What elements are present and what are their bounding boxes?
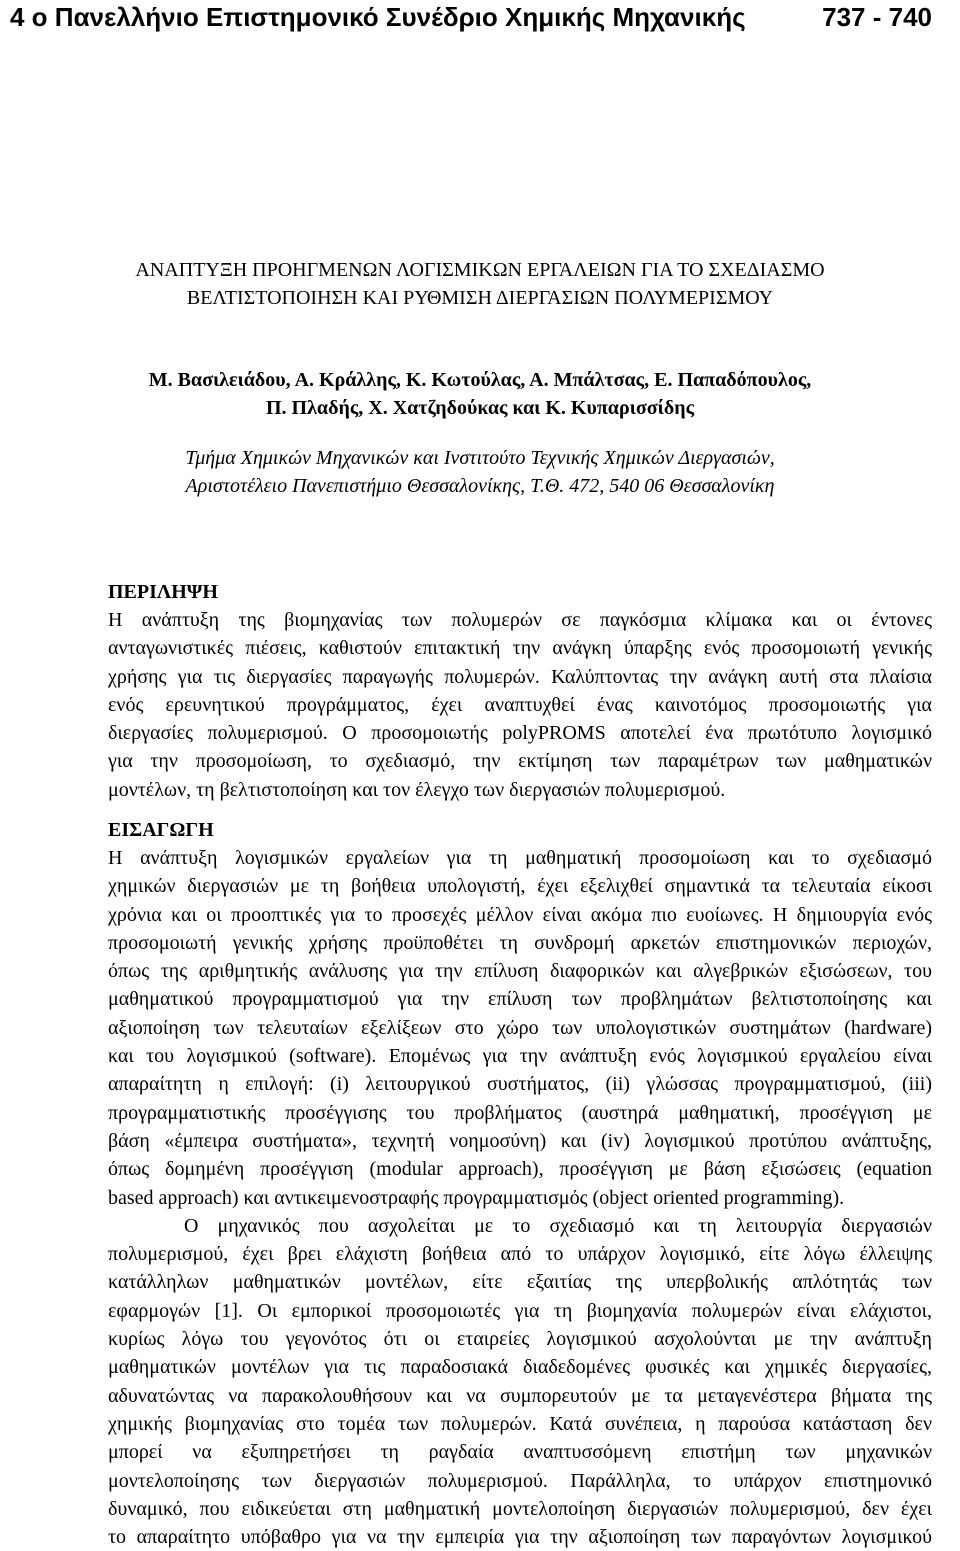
introduction-body — [108, 844, 932, 1551]
abstract-heading: ΠΕΡΙΛΗΨΗ — [108, 581, 218, 603]
introduction-line: όπως της αριθμητικής ανάλυσης για την επίλυση διαφορικών και αλγεβρικών εξισώσεων, του — [108, 960, 932, 983]
affiliation-line: Τμήμα Χημικών Μηχανικών και Ινστιτούτο Τεχνικής Χημικών Διεργασιών, — [185, 447, 775, 469]
page-range: 737 - 740 — [822, 2, 932, 32]
introduction-line: όπως δομημένη προσέγγιση (modular approach), προσέγγιση με βάση εξισώσεις (equation — [108, 1158, 932, 1181]
introduction-line: απαραίτητη η επιλογή: (i) λειτουργικού συστήματος, (ii) γλώσσας προγραμματισμού, (iii) — [108, 1073, 932, 1096]
introduction-line: δυναμικό, που ειδικεύεται στη μαθηματική μοντελοποίηση διεργασιών πολυμερισμού, δεν έχει — [108, 1497, 932, 1520]
abstract-line: χρήσης για τις διεργασίες παραγωγής πολυμερών. Καλύπτοντας την ανάγκη αυτή στα πλαίσια — [108, 665, 932, 688]
introduction-line: πολυμερισμού, έχει βρει ελάχιστη βοήθεια από το υπάρχον λογισμικό, είτε λόγω έλλειψης — [108, 1243, 932, 1266]
introduction-line: based approach) και αντικειμενοστραφής προγραμματισμός (object oriented programming). — [108, 1186, 845, 1209]
introduction-line: βάση «έμπειρα συστήματα», τεχνητή νοημοσύνη) και (iv) λογισμικού προτύπου ανάπτυξης, — [108, 1129, 932, 1152]
introduction-line: αξιοποίηση των τελευταίων εξελίξεων στο χώρο των υπολογιστικών συστημάτων (hardware) — [108, 1016, 932, 1039]
title-line: ΑΝΑΠΤΥΞΗ ΠΡΟΗΓΜΕΝΩΝ ΛΟΓΙΣΜΙΚΩΝ ΕΡΓΑΛΕΙΩΝ ΓΙΑ ΤΟ ΣΧΕΔΙΑΣΜΟ — [135, 259, 825, 281]
abstract-body — [108, 606, 932, 804]
introduction-line: κατάλληλων μαθηματικών μοντέλων, είτε εξαιτίας της υπερβολικής απλότητάς των — [108, 1271, 932, 1294]
paper-title — [0, 256, 960, 312]
introduction-line: προγραμματιστικής προσέγγισης του προβλήματος (αυστηρά μαθηματική, προσέγγιση με — [108, 1101, 932, 1124]
introduction-line: μπορεί να εξυπηρετήσει τη ραγδαία αναπτυσσόμενη επιστήμη των μηχανικών — [108, 1441, 932, 1464]
introduction-line: μοντελοποίησης των διεργασιών πολυμερισμού. Παράλληλα, το υπάρχον επιστημονικό — [108, 1469, 932, 1492]
introduction-line: μαθηματικών μοντέλων για τις παραδοσιακά διαδεδομένες φυσικές και χημικές διεργασίες, — [108, 1356, 932, 1379]
affiliation-line: Αριστοτέλειο Πανεπιστήμιο Θεσσαλονίκης, Τ.Θ. 472, 540 06 Θεσσαλονίκη — [185, 475, 775, 497]
running-header — [10, 2, 932, 32]
introduction-line: Η ανάπτυξη λογισμικών εργαλείων για τη μαθηματική προσομοίωση και το σχεδιασμό — [108, 847, 932, 869]
introduction-line: αδυνατώντας να παρακολουθήσουν και να συμπορευτούν με τα μεταγενέστερα βήματα της — [108, 1384, 932, 1407]
author-list — [0, 366, 960, 422]
introduction-line: το απαραίτητο υπόβαθρο για να την εμπειρία για την αξιοποίηση των παραγόντων λογισμικού — [108, 1526, 932, 1549]
author-line: Π. Πλαδής, Χ. Χατζηδούκας και Κ. Κυπαρισσίδης — [265, 397, 695, 419]
introduction-line: κυρίως λόγω του γεγονότος ότι οι εταιρείες λογισμικού ασχολούνται με την ανάπτυξη — [108, 1328, 932, 1351]
introduction-line: χημικών διεργασιών με τη βοήθεια υπολογιστή, έχει εξελιχθεί σημαντικά τα τελευταία είκοσι — [108, 875, 932, 898]
abstract-line: Η ανάπτυξη της βιομηχανίας των πολυμερών σε παγκόσμια κλίμακα και οι έντονες — [108, 609, 932, 631]
abstract-line: ανταγωνιστικές πιέσεις, καθιστούν επιτακτική την ανάγκη ύπαρξης ενός προσομοιωτή γενικής — [108, 637, 932, 660]
author-line: Μ. Βασιλειάδου, Α. Κράλλης, Κ. Κωτούλας, Α. Μπάλτσας, Ε. Παπαδόπουλος, — [148, 369, 812, 391]
introduction-line: μαθηματικού προγραμματισμού για την επίλυση των προβλημάτων βελτιστοποίησης και — [108, 988, 932, 1011]
title-line: ΒΕΛΤΙΣΤΟΠΟΙΗΣΗ ΚΑΙ ΡΥΘΜΙΣΗ ΔΙΕΡΓΑΣΙΩΝ ΠΟΛΥΜΕΡΙΣΜΟΥ — [186, 287, 774, 309]
introduction-line: εφαρμογών [1]. Οι εμπορικοί προσομοιωτές για τη βιομηχανία πολυμερών είναι ελάχιστοι, — [108, 1299, 932, 1322]
abstract-line: διεργασίες πολυμερισμού. Ο προσομοιωτής polyPROMS αποτελεί ένα πρωτότυπο λογισμικό — [108, 722, 932, 745]
conference-name: 4 ο Πανελλήνιο Επιστημονικό Συνέδριο Χημικής Μηχανικής — [10, 2, 746, 32]
introduction-line: προσομοιωτή γενικής χρήσης προϋποθέτει τη συνδρομή αρκετών επιστημονικών περιοχών, — [108, 931, 932, 954]
abstract-line: για την προσομοίωση, το σχεδιασμό, την εκτίμηση των παραμέτρων των μαθηματικών — [108, 750, 932, 773]
introduction-line: χημικής βιομηχανίας στο τομέα των πολυμερών. Κατά συνέπεια, η παρούσα κατάσταση δεν — [108, 1412, 932, 1435]
introduction-line: Ο μηχανικός που ασχολείται με το σχεδιασμό και τη λειτουργία διεργασιών — [184, 1214, 932, 1237]
abstract-line: μοντέλων, τη βελτιστοποίηση και τον έλεγχο των διεργασιών πολυμερισμού. — [108, 778, 726, 801]
introduction-heading: ΕΙΣΑΓΩΓΗ — [108, 819, 214, 841]
affiliation — [0, 444, 960, 500]
abstract-line: ενός ερευνητικού προγράμματος, έχει αναπτυχθεί ένας καινοτόμος προσομοιωτής για — [108, 693, 932, 716]
introduction-line: και του λογισμικού (software). Επομένως για την ανάπτυξη ενός λογισμικού εργαλείου είναι — [108, 1045, 932, 1068]
introduction-line: χρόνια και οι προοπτικές για το προσεχές μέλλον είναι ακόμα πιο ευοίωνες. Η δημιουργία ενός — [108, 903, 932, 926]
